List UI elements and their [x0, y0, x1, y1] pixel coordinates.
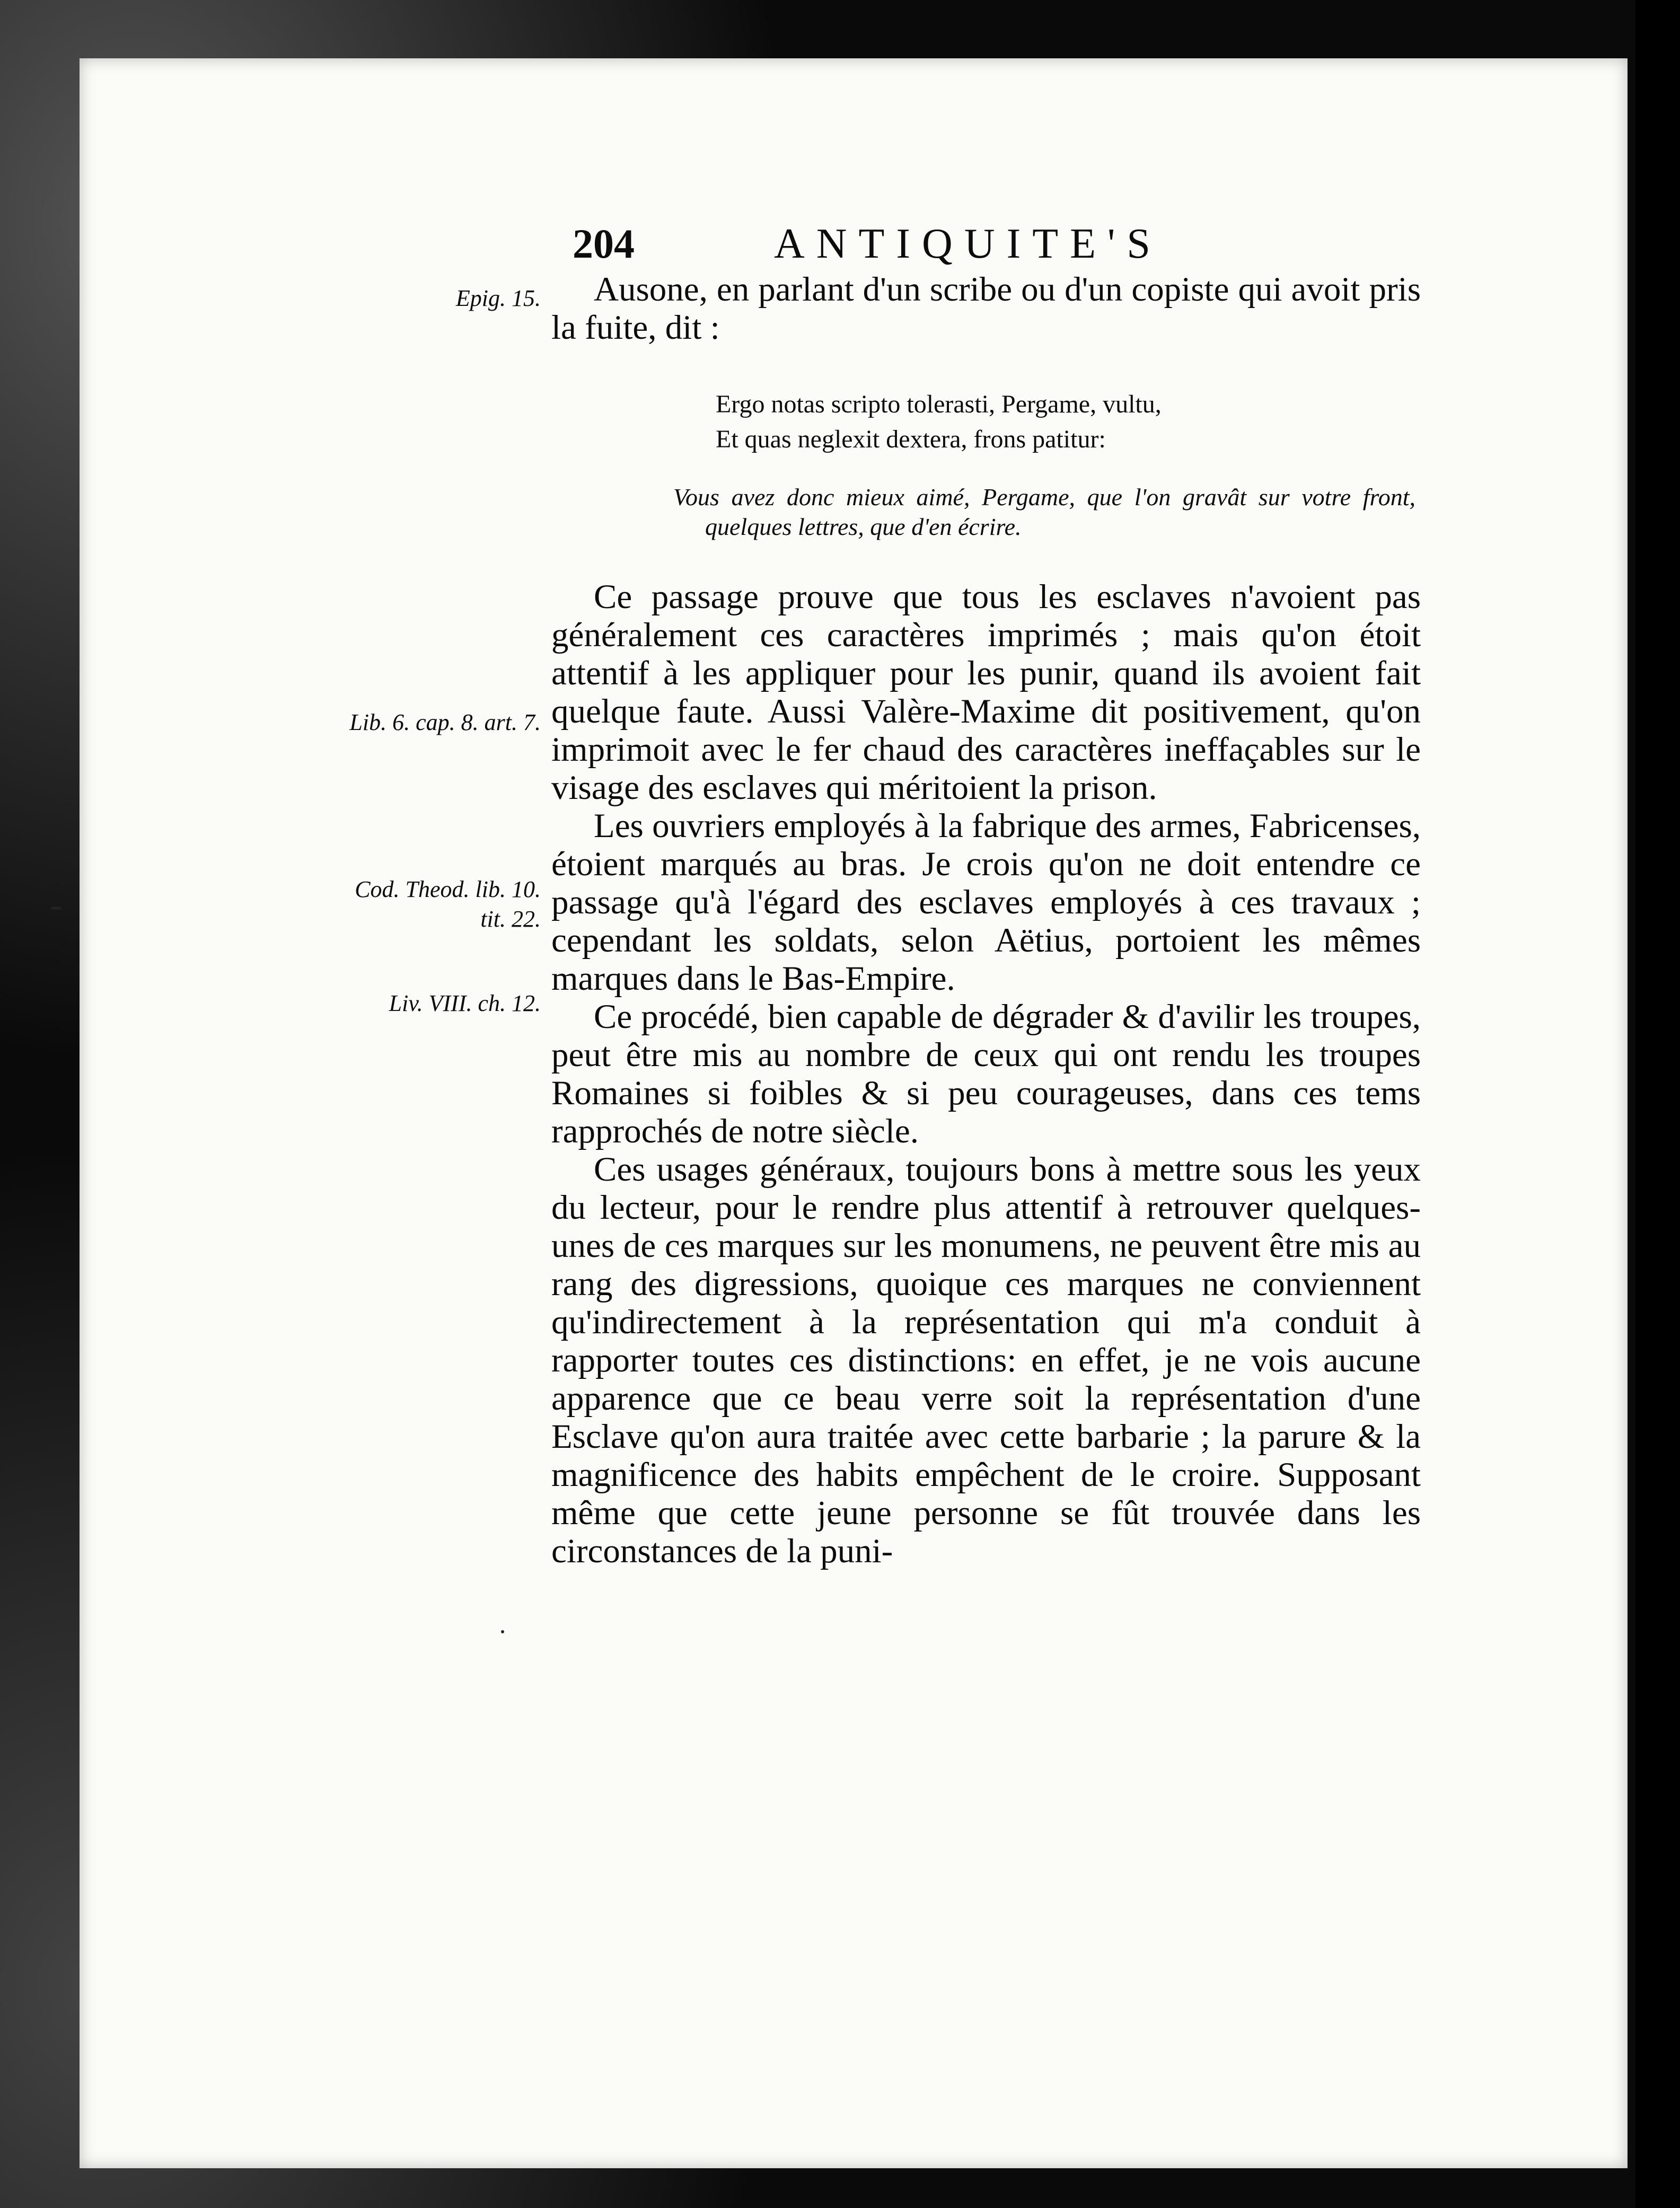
translation-text: Vous avez donc mieux aimé, Pergame, que l'on gravât sur votre front, quelques lettres, que d'en écrire. [673, 483, 1415, 540]
verse-line-1: Ergo notas scripto tolerasti, Pergame, vultu, [716, 390, 1162, 418]
intro-paragraph: Ausone, en parlant d'un scribe ou d'un copiste qui avoit pris la fuite, dit : [551, 270, 1421, 347]
margin-note-4: Liv. VIII. ch. 12. [389, 990, 541, 1016]
paragraph-4: Ces usages généraux, toujours bons à mettre sous les yeux du lecteur, pour le rendre plus attentif à retrouver quelques-unes de ces marques sur les monumens, ne peuvent être mis au rang des digressions, quoique ces marques ne conviennent qu'indirectement à la représentation qui m'a conduit à rapporter toutes ces distinctions: en effet, je ne vois aucune apparence que ce beau verre soit la représentation d'une Esclave qu'on aura traitée avec cette barbarie ; la parure & la magnificence des habits empêchent de le croire. Supposant même que cette jeune personne se fût trouvée dans les circonstances de la puni- [551, 1150, 1421, 1570]
verse-translation [673, 482, 1415, 542]
margin-note-1: Epig. 15. [455, 285, 541, 311]
verse-line-2: Et quas neglexit dextera, frons patitur: [716, 425, 1106, 453]
page-number: 204 [573, 221, 635, 267]
margin-note-3: Cod. Theod. lib. 10. tit. 22. [355, 876, 541, 932]
scan-speck [50, 907, 62, 910]
latin-verse [716, 387, 1405, 457]
scan-speck [501, 1630, 504, 1633]
scan-edge [1635, 0, 1680, 2208]
margin-note-2: Lib. 6. cap. 8. art. 7. [349, 709, 541, 735]
intro-block [551, 270, 1421, 347]
paragraph-2: Les ouvriers employés à la fabrique des armes, Fabricenses, étoient marqués au bras. Je crois qu'on ne doit entendre ce passage qu'à l'égard des esclaves employés à ces travaux ; cependant les soldats, selon Aëtius, portoient les mêmes marques dans le Bas-Empire. [551, 807, 1421, 998]
running-title: ANTIQUITE'S [774, 221, 1162, 267]
main-text [551, 578, 1421, 1570]
paragraph-3: Ce procédé, bien capable de dégrader & d'avilir les troupes, peut être mis au nombre de ceux qui ont rendu les troupes Romaines si foibles & si peu courageuses, dans ces tems rapprochés de notre siècle. [551, 998, 1421, 1150]
paragraph-1: Ce passage prouve que tous les esclaves n'avoient pas généralement ces caractères imprimés ; mais qu'on étoit attentif à les appliquer pour les punir, quand ils avoient fait quelque faute. Aussi Valère-Maxime dit positivement, qu'on imprimoit avec le fer chaud des caractères ineffaçables sur le visage des esclaves qui méritoient la prison. [551, 578, 1421, 807]
